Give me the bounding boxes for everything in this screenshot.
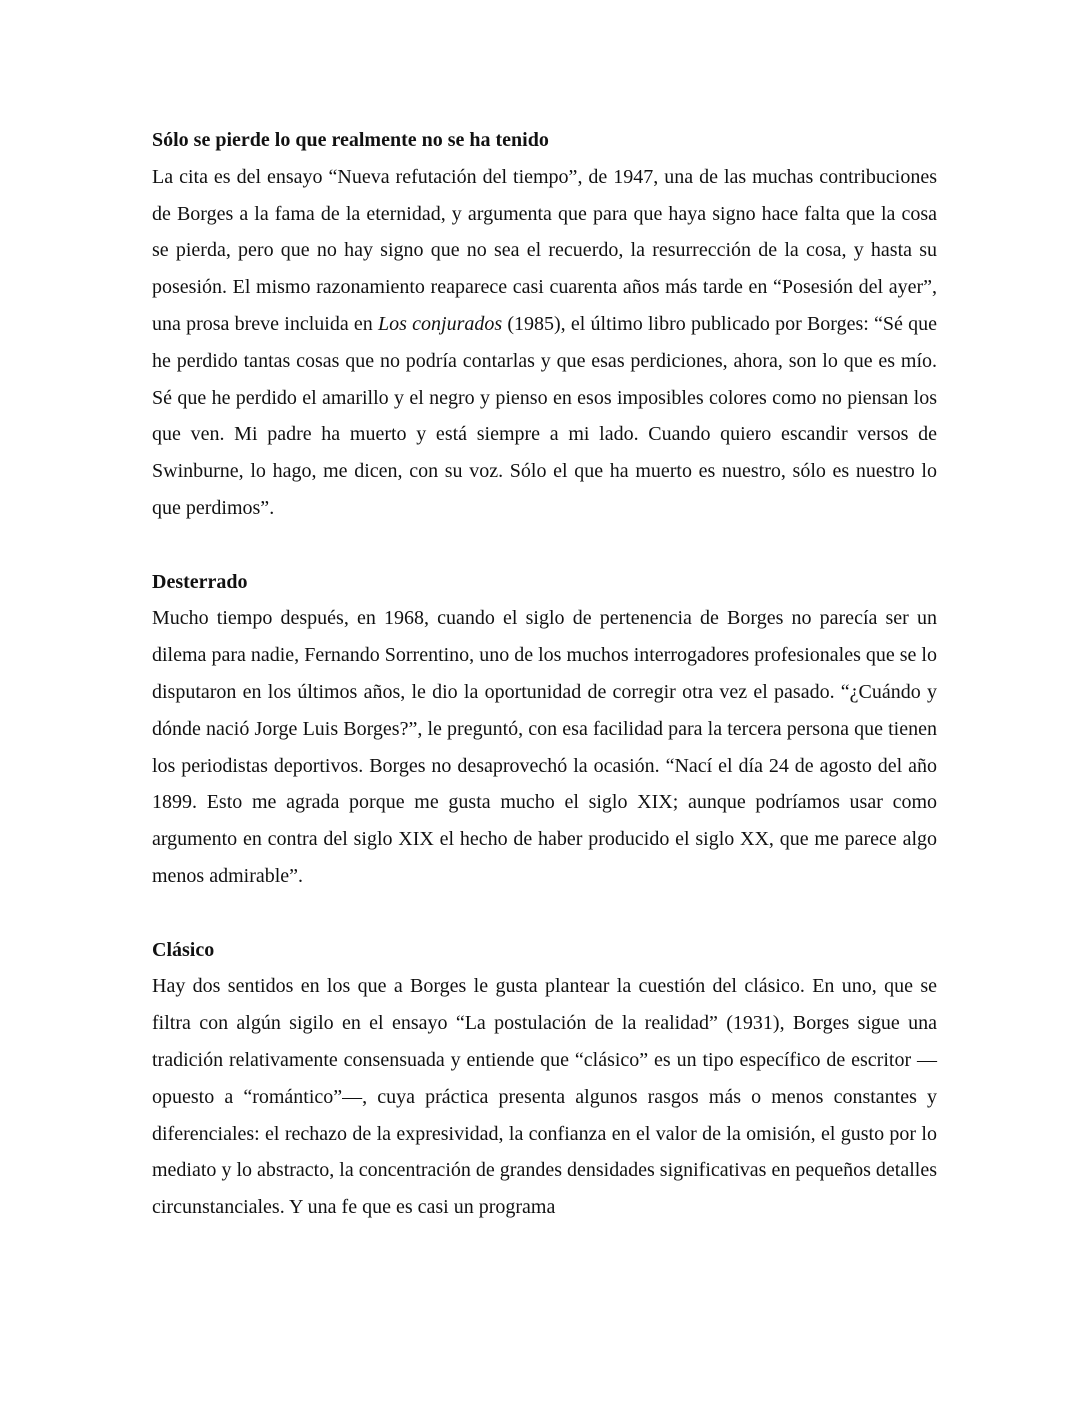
section-desterrado bbox=[152, 564, 937, 895]
document-page bbox=[152, 122, 937, 1263]
section-paragraph: Hay dos sentidos en los que a Borges le gusta plantear la cuestión del clásico. En uno, que se filtra con algún sigilo en el ensayo “La postulación de la realidad” (1931), Borges sigue una tradición relativamente consensuada y entiende que “clásico” es un tipo específico de escritor —opuesto a “romántico”—, cuya práctica presenta algunos rasgos más o menos constantes y diferenciales: el rechazo de la expresividad, la confianza en el valor de la omisión, el gusto por lo mediato y lo abstracto, la concentración de grandes densidades significativas en pequeños detalles circunstanciales. Y una fe que es casi un programa bbox=[152, 975, 937, 1219]
section-clasico bbox=[152, 932, 937, 1226]
paragraph-text: La cita es del ensayo “Nueva refutación del tiempo”, de 1947, una de las muchas contribuciones de Borges a la fama de la eternidad, y argumenta que para que haya signo hace falta que la cosa se pierda, pero que no hay signo que no sea el recuerdo, la resurrección de la cosa, y hasta su posesión. El mismo razonamiento reaparece casi cuarenta años más tarde en “Posesión del ayer”, una prosa breve incluida en bbox=[152, 165, 937, 335]
section-solo-se-pierde bbox=[152, 122, 937, 527]
section-heading: Desterrado bbox=[152, 570, 248, 593]
section-paragraph: Mucho tiempo después, en 1968, cuando el siglo de pertenencia de Borges no parecía ser un dilema para nadie, Fernando Sorrentino, uno de los muchos interrogadores profesionales que se lo disputaron en los últimos años, le dio la oportunidad de corregir otra vez el pasado. “¿Cuándo y dónde nació Jorge Luis Borges?”, le preguntó, con esa facilidad para la tercera persona que tienen los periodistas deportivos. Borges no desaprovechó la ocasión. “Nací el día 24 de agosto del año 1899. Esto me agrada porque me gusta mucho el siglo XIX; aunque podríamos usar como argumento en contra del siglo XIX el hecho de haber producido el siglo XX, que me parece algo menos admirable”. bbox=[152, 607, 937, 887]
section-heading: Clásico bbox=[152, 938, 215, 961]
paragraph-text: (1985), el último libro publicado por Borges: “Sé que he perdido tantas cosas que no podría contarlas y que esas perdiciones, ahora, son lo que es mío. Sé que he perdido el amarillo y el negro y pienso en esos imposibles colores como no piensan los que ven. Mi padre ha muerto y está siempre a mi lado. Cuando quiero escandir versos de Swinburne, lo hago, me dicen, con su voz. Sólo el que ha muerto es nuestro, sólo es nuestro lo que perdimos”. bbox=[152, 312, 937, 519]
section-paragraph bbox=[152, 159, 937, 527]
book-title-italic: Los conjurados bbox=[378, 312, 503, 335]
section-heading: Sólo se pierde lo que realmente no se ha tenido bbox=[152, 129, 549, 151]
